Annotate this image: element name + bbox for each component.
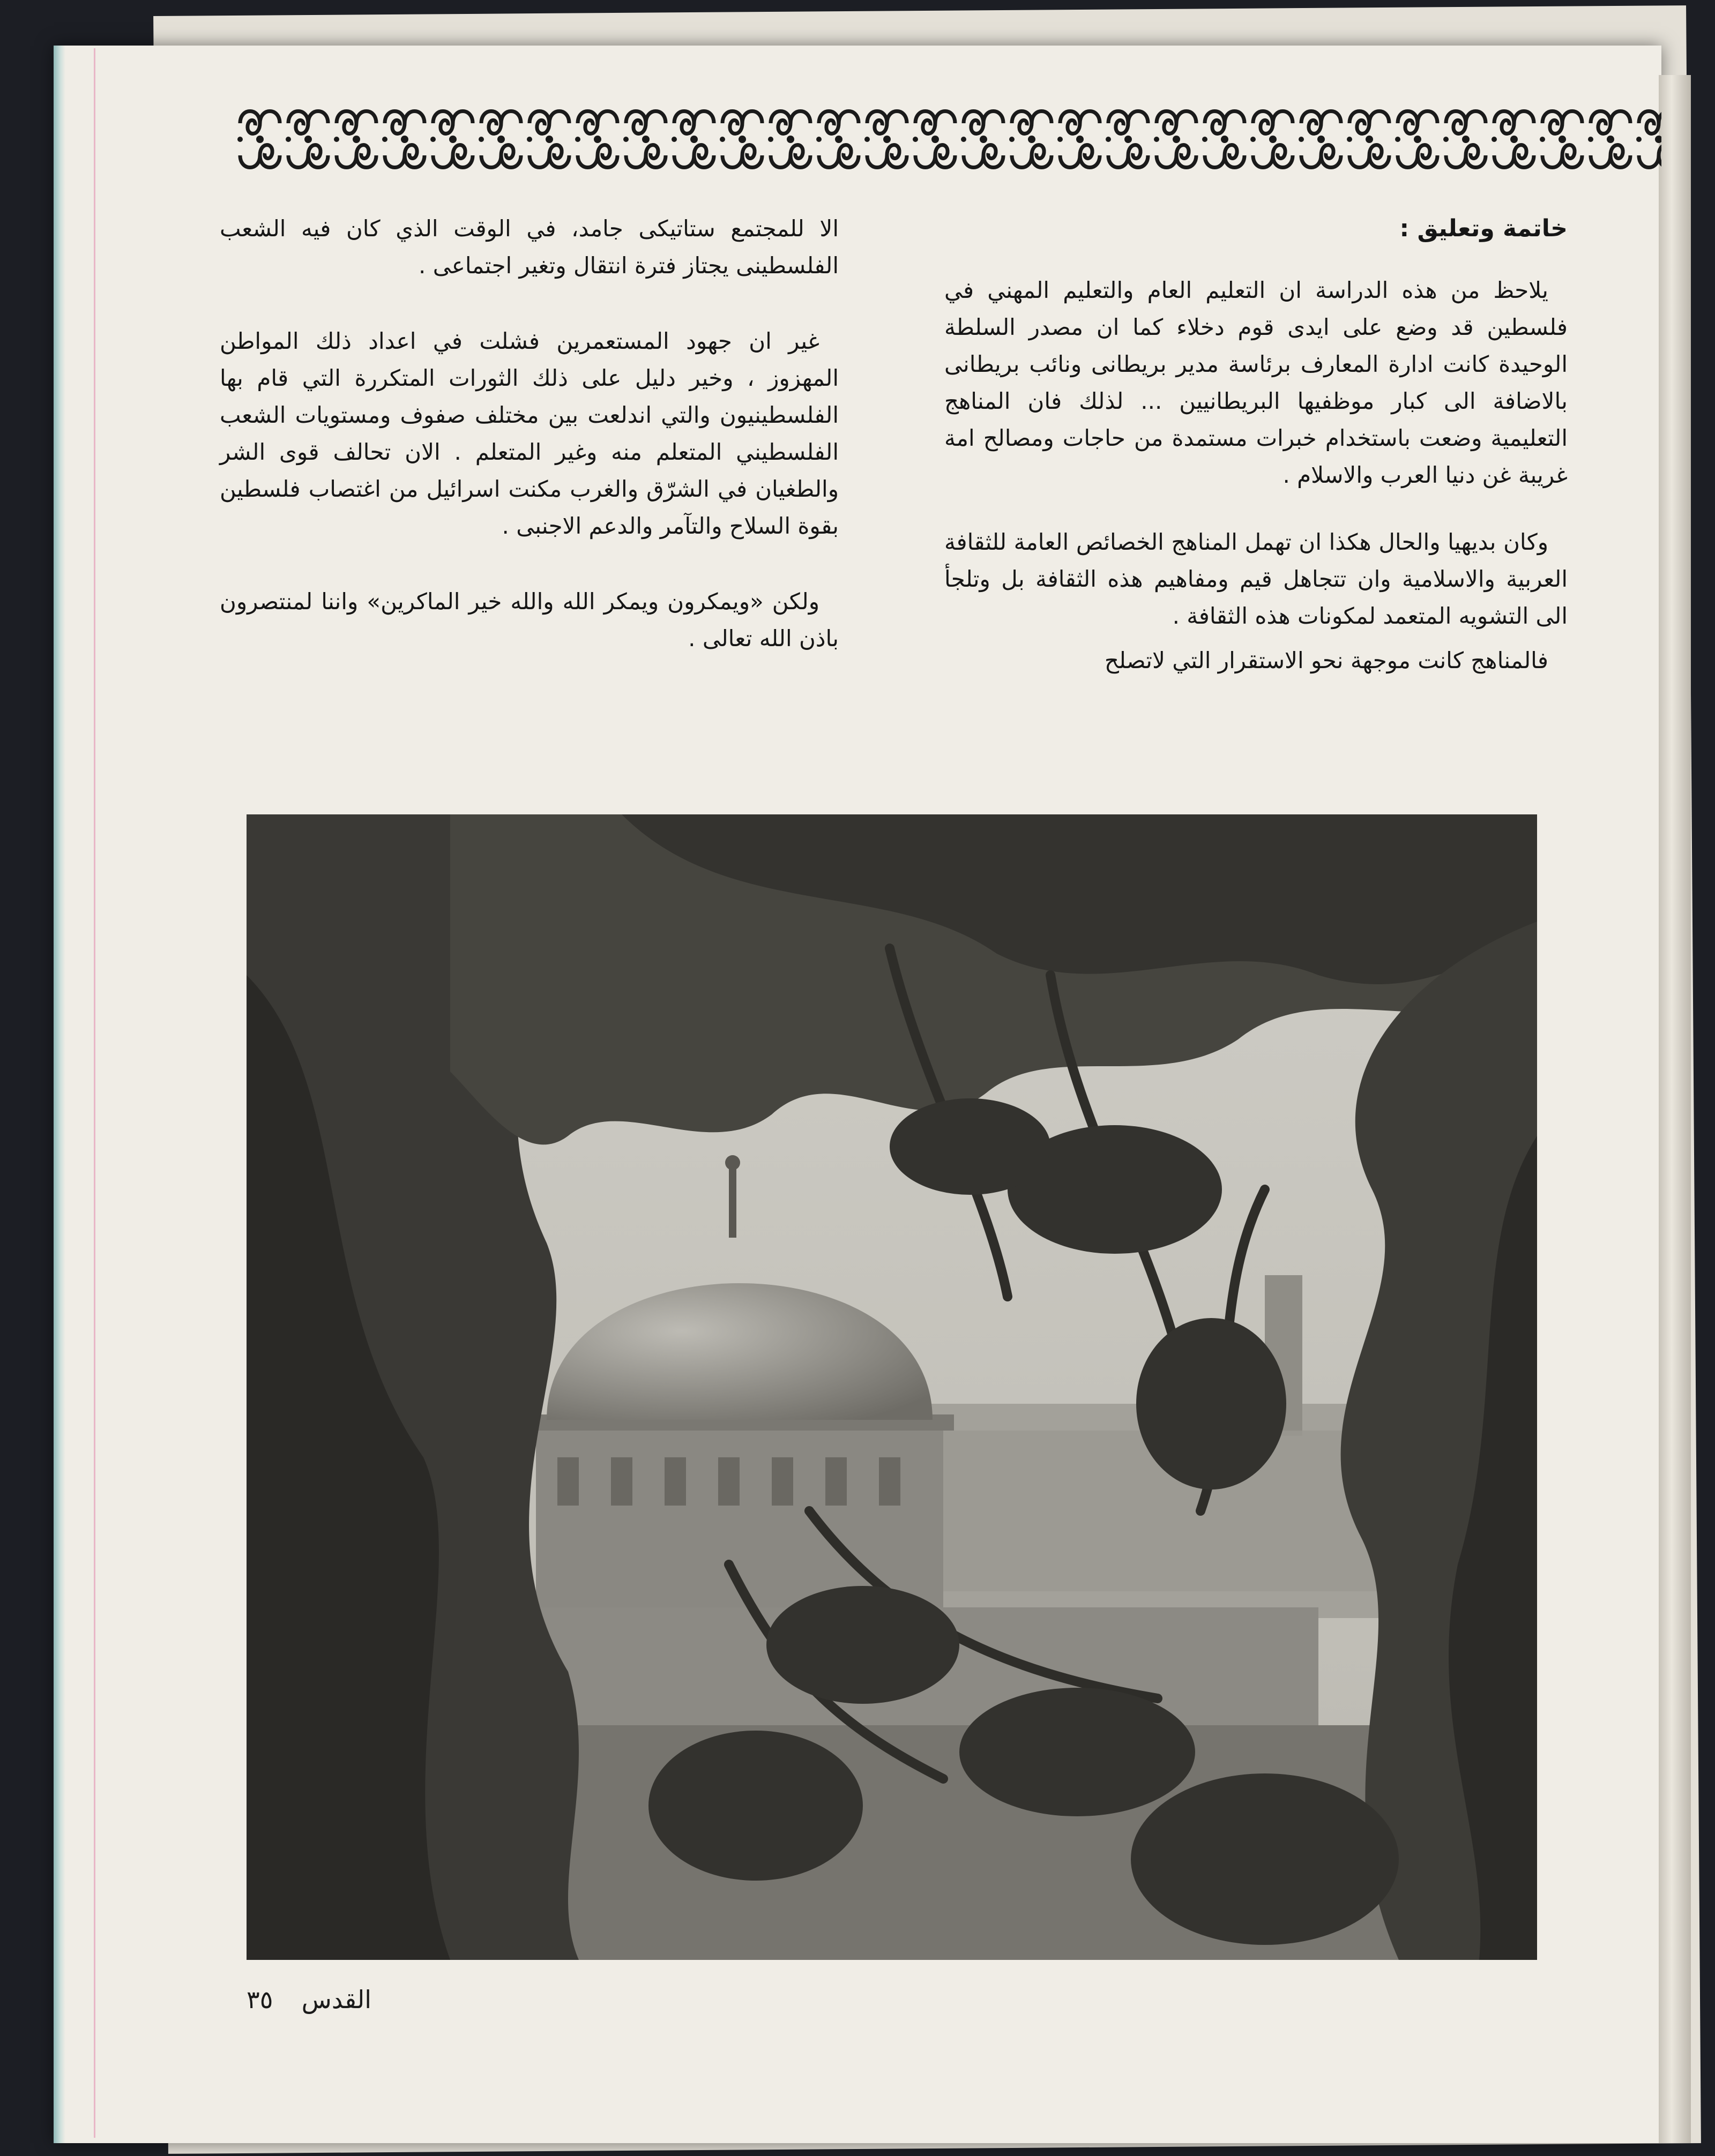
dome-of-the-rock-photo (247, 814, 1537, 1960)
paragraph: فالمناهج كانت موجهة نحو الاستقرار التي لاتصلح (1104, 647, 1548, 673)
ornamental-border (236, 102, 1661, 177)
left-text-column (220, 210, 839, 657)
magazine-name: القدس (301, 1985, 372, 2014)
paragraph: غير ان جهود المستعمرين فشلت في اعداد ذلك المواطن المهزوز ، وخير دليل على ذلك الثورات المتكررة التي قام بها الفلسطينيون والتي اندلعت بين مختلف صفوف ومستويات الشعب الفلسطيني المتعلم منه وغير المتعلم . الان تحالف قوى الشر والطغيان في الشرّق والغرب مكنت اسرائيل من اغتصاب فلسطين بقوة السلاح والتآمر والدعم الاجنبى . (220, 328, 839, 539)
margin-line (94, 48, 95, 2138)
page-spine (54, 46, 65, 2143)
paragraph: ولكن «ويمكرون ويمكر الله والله خير الماكرين» واننا لمنتصرون باذن الله تعالى . (220, 588, 839, 652)
paragraph: يلاحظ من هذه الدراسة ان التعليم العام والتعليم المهني في فلسطين قد وضع على ايدى قوم دخلاء كما ان مصدر السلطة الوحيدة كانت ادارة المعارف برئاسة مدير بريطانى ونائب بريطانى بالاضافة الى كبار موظفيها البريطانيين ... لذلك فان المناهج التعليمية وضعت باستخدام خبرات مستمدة من حاجات ومصالح امة غريبة غن دنيا العرب والاسلام . (944, 277, 1568, 488)
paragraph: وكان بديهيا والحال هكذا ان تهمل المناهج الخصائص العامة للثقافة العربية والاسلامية وان تتجاهل قيم ومفاهيم هذه الثقافة بل وتلجأ الى التشويه المتعمد لمكونات هذه الثقافة . (944, 529, 1568, 629)
page-footer (247, 1985, 371, 2014)
page-fold-edge (1659, 75, 1691, 2143)
right-text-column (944, 210, 1568, 679)
section-heading: خاتمة وتعليق : (1399, 215, 1568, 242)
page-number: ٣٥ (247, 1985, 273, 2014)
paragraph: الا للمجتمع ستاتيكى جامد، في الوقت الذي كان فيه الشعب الفلسطينى يجتاز فترة انتقال وتغير اجتماعى . (220, 215, 839, 279)
